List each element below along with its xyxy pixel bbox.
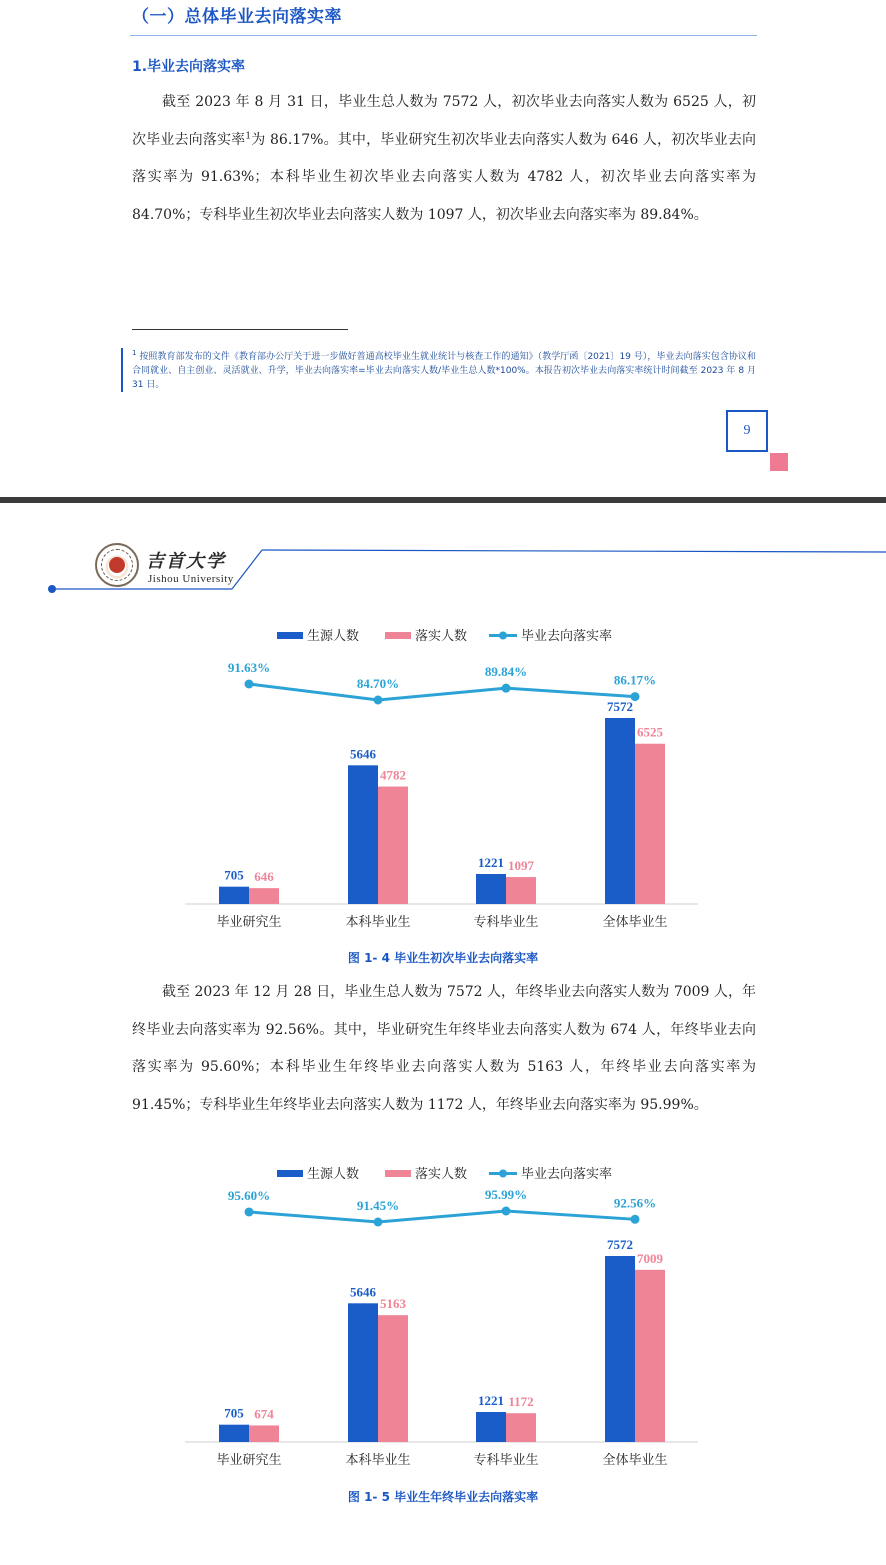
rate-point-0 — [245, 680, 254, 689]
rate-point-3 — [631, 1215, 640, 1224]
rate-label-0: 95.60% — [227, 1187, 271, 1203]
bar-label-0-3: 7572 — [607, 699, 633, 714]
bar-1-3 — [635, 744, 665, 904]
chart-final-rate — [0, 1153, 886, 1483]
legend-label-0: 生源人数 — [307, 629, 360, 644]
rate-point-2 — [502, 684, 511, 693]
bar-0-2 — [476, 874, 506, 904]
section-heading: （一）总体毕业去向落实率 — [132, 7, 342, 27]
bar-label-1-2: 1172 — [508, 1394, 534, 1410]
bar-label-0-0: 705 — [224, 867, 244, 883]
paragraph-text-b: 为 86.17%。其中，毕业研究生初次毕业去向落实人数为 646 人，初次毕业去向落实率为 91.63%；本科毕业生初次毕业去向落实人数为 4782 人，初次毕业去向落实率为 84.70%；专科毕业生初次毕业去向落实人数为 1097 人，初次毕业去向落实率为 89.84%。 — [132, 131, 757, 223]
bar-0-0 — [219, 1425, 249, 1442]
bar-label-1-0: 646 — [254, 869, 274, 885]
bar-label-1-0: 674 — [254, 1406, 274, 1422]
bar-0-1 — [348, 1303, 378, 1442]
category-label-3: 全体毕业生 — [602, 915, 668, 930]
rate-point-1 — [374, 696, 383, 705]
report-page-10 — [0, 503, 886, 1565]
category-label-0: 毕业研究生 — [216, 915, 282, 930]
bar-1-0 — [249, 1425, 279, 1442]
university-name-en: Jishou University — [148, 573, 234, 585]
footnote-accent-bar — [121, 348, 123, 392]
bar-0-3 — [605, 1256, 635, 1442]
rate-label-2: 89.84% — [484, 664, 528, 680]
bar-1-2 — [506, 877, 536, 904]
rate-label-1: 91.45% — [356, 1198, 400, 1213]
category-label-1: 本科毕业生 — [345, 915, 411, 930]
bar-label-1-2: 1097 — [508, 858, 534, 874]
bar-label-1-3: 7009 — [637, 1250, 663, 1266]
body-paragraph-initial-rate — [132, 84, 756, 234]
sub-heading: 1.毕业去向落实率 — [132, 59, 246, 75]
rate-point-3 — [631, 692, 640, 701]
legend-swatch-1 — [385, 1170, 411, 1177]
category-label-1: 本科毕业生 — [345, 1453, 411, 1468]
rate-label-2: 95.99% — [484, 1187, 528, 1202]
legend-label-2: 毕业去向落实率 — [521, 1167, 613, 1182]
bar-label-0-1: 5646 — [350, 746, 376, 762]
bar-label-0-3: 7572 — [607, 1237, 633, 1252]
rate-line — [249, 1211, 635, 1222]
bar-0-0 — [219, 887, 249, 904]
figure-caption-1-4: 图 1- 4 毕业生初次毕业去向落实率 — [347, 951, 539, 965]
header-line-top — [262, 550, 886, 552]
rate-point-0 — [245, 1207, 254, 1216]
decorative-corner-square — [770, 453, 788, 471]
category-label-3: 全体毕业生 — [602, 1453, 668, 1468]
page-number: 9 — [726, 410, 768, 452]
bar-1-1 — [378, 787, 408, 904]
bar-label-1-1: 5163 — [380, 1296, 406, 1312]
bar-label-1-3: 6525 — [637, 724, 663, 740]
rate-point-2 — [502, 1207, 511, 1216]
university-logo-icon — [95, 543, 139, 587]
legend-label-2: 毕业去向落实率 — [521, 629, 613, 644]
report-page-9 — [0, 0, 886, 497]
footnote-text: 按照教育部发布的文件《教育部办公厅关于进一步做好普通高校毕业生就业统计与核查工作的通知》（教学厅函〔2021〕19 号），毕业去向落实包含协议和合同就业、自主创业、灵活就业、升学，毕业去向落实率=毕业去向落实人数/毕业生总人数*100%。本报告初次毕业去向落实率统计时间截至 2023 年 8 月 31 日。 — [132, 352, 756, 390]
legend-label-0: 生源人数 — [307, 1167, 360, 1182]
bar-0-3 — [605, 718, 635, 904]
bar-label-0-0: 705 — [224, 1405, 244, 1421]
footnote — [132, 346, 756, 392]
header-line-slant — [232, 550, 262, 589]
rate-point-1 — [374, 1218, 383, 1227]
bar-1-1 — [378, 1315, 408, 1442]
bar-label-0-2: 1221 — [478, 1393, 504, 1409]
bar-0-1 — [348, 765, 378, 904]
university-name-cn: 吉首大学 — [146, 551, 226, 572]
footnote-reference[interactable]: 1 — [245, 130, 252, 141]
rate-label-0: 91.63% — [227, 660, 271, 675]
bar-label-0-2: 1221 — [478, 855, 504, 871]
category-label-0: 毕业研究生 — [216, 1453, 282, 1468]
category-label-2: 专科毕业生 — [473, 1453, 539, 1468]
paragraph-text-a: 截至 2023 年 8 月 31 日，毕业生总人数为 7572 人，初次毕业去向落实人数为 6525 人，初次毕业去向落实率 — [132, 94, 756, 148]
legend-swatch-dot — [499, 1170, 507, 1178]
bar-0-2 — [476, 1412, 506, 1442]
bar-label-1-1: 4782 — [380, 767, 406, 783]
legend-label-1: 落实人数 — [415, 1167, 468, 1182]
footnote-mark: 1 — [132, 349, 137, 357]
heading-divider — [130, 35, 757, 36]
bar-1-2 — [506, 1413, 536, 1442]
chart-initial-rate — [0, 615, 886, 945]
legend-label-1: 落实人数 — [415, 629, 468, 644]
bar-1-3 — [635, 1270, 665, 1442]
rate-label-3: 92.56% — [613, 1195, 657, 1211]
legend-swatch-1 — [385, 632, 411, 639]
legend-swatch-0 — [277, 1170, 303, 1177]
rate-line — [249, 684, 635, 700]
rate-label-1: 84.70% — [356, 676, 400, 691]
header-dot — [48, 585, 56, 593]
rate-label-3: 86.17% — [613, 672, 657, 688]
figure-caption-1-5: 图 1- 5 毕业生年终毕业去向落实率 — [347, 1490, 539, 1504]
legend-swatch-dot — [499, 632, 507, 640]
category-label-2: 专科毕业生 — [473, 915, 539, 930]
footnote-divider — [132, 329, 348, 330]
bar-1-0 — [249, 888, 279, 904]
legend-swatch-0 — [277, 632, 303, 639]
logo-core — [109, 557, 125, 573]
bar-label-0-1: 5646 — [350, 1284, 376, 1300]
body-paragraph-final-rate: 截至 2023 年 12 月 28 日，毕业生总人数为 7572 人，年终毕业去向落实人数为 7009 人，年终毕业去向落实率为 92.56%。其中，毕业研究生年终毕业去向落实人数为 674 人，年终毕业去向落实率为 95.60%；本科毕业生年终毕业去向落实人数为 5163 人，年终毕业去向落实率为 91.45%；专科毕业生年终毕业去向落实人数为 1172 人，年终毕业去向落实率为 95.99%。 — [132, 984, 756, 1113]
